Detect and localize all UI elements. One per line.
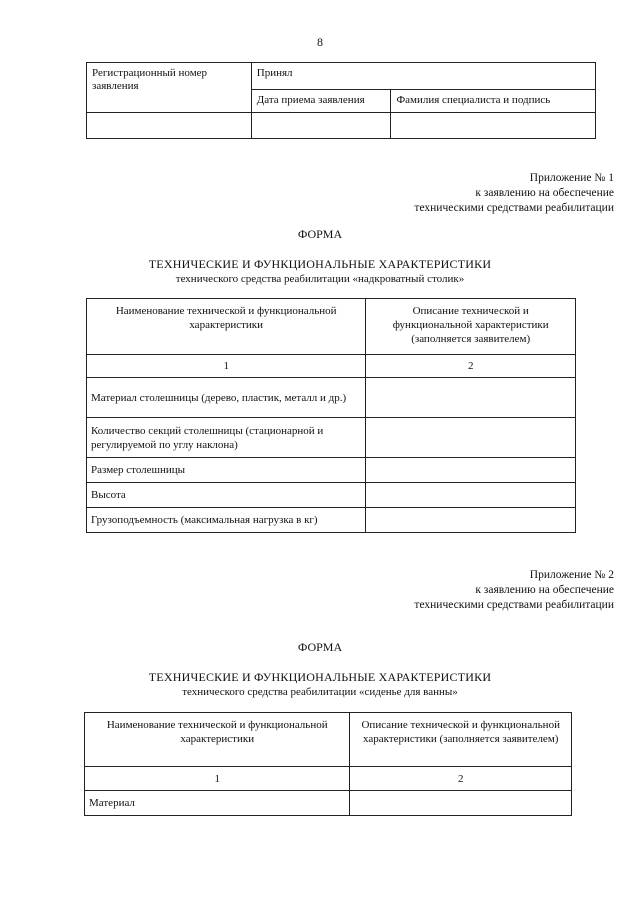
reg-number-cell[interactable]	[87, 113, 252, 139]
appendix2-line: к заявлению на обеспечение	[475, 584, 614, 596]
page-number: 8	[317, 35, 323, 49]
table-row-label: Материал	[85, 791, 350, 816]
specialist-cell[interactable]	[391, 113, 596, 139]
col1-number: 1	[87, 355, 366, 378]
appendix2-line: Приложение № 2	[529, 569, 614, 581]
table-row-label: Материал столешницы (дерево, пластик, металл и др.)	[87, 378, 366, 418]
date-label: Дата приема заявления	[251, 90, 391, 113]
appendix1-line: к заявлению на обеспечение	[475, 187, 614, 199]
table-row-value[interactable]	[350, 791, 572, 816]
table-row-label: Количество секций столешницы (стационарной и регулируемой по углу наклона)	[87, 418, 366, 458]
appendix2-title-block	[0, 670, 640, 700]
registration-table	[86, 62, 596, 139]
col2-header: Описание технической и функциональной характеристики (заполняется заявителем)	[366, 299, 576, 355]
accepted-label: Принял	[251, 63, 595, 90]
appendix1-line: Приложение № 1	[529, 172, 614, 184]
table-row-value[interactable]	[366, 483, 576, 508]
appendix1-table	[86, 298, 576, 533]
appendix1-subtitle: технического средства реабилитации «надкроватный столик»	[175, 273, 465, 285]
col1-number: 1	[85, 767, 350, 791]
col2-number: 2	[350, 767, 572, 791]
table-row-value[interactable]	[366, 508, 576, 533]
col2-header: Описание технической и функциональной характеристики (заполняется заявителем)	[350, 713, 572, 767]
table-row-value[interactable]	[366, 458, 576, 483]
col2-number: 2	[366, 355, 576, 378]
table-row-label: Грузоподъемность (максимальная нагрузка в кг)	[87, 508, 366, 533]
appendix2-table	[84, 712, 572, 816]
appendix2-subtitle: технического средства реабилитации «сиденье для ванны»	[182, 686, 458, 698]
appendix1-line: техническими средствами реабилитации	[414, 202, 614, 214]
date-cell[interactable]	[251, 113, 391, 139]
appendix1-caption	[414, 171, 614, 216]
col1-header: Наименование технической и функциональной характеристики	[85, 713, 350, 767]
appendix2-title: ТЕХНИЧЕСКИЕ И ФУНКЦИОНАЛЬНЫЕ ХАРАКТЕРИСТИКИ	[148, 670, 492, 684]
col1-header: Наименование технической и функциональной характеристики	[87, 299, 366, 355]
table-row-value[interactable]	[366, 418, 576, 458]
appendix1-title: ТЕХНИЧЕСКИЕ И ФУНКЦИОНАЛЬНЫЕ ХАРАКТЕРИСТИКИ	[148, 257, 492, 271]
appendix1-title-block	[0, 257, 640, 287]
appendix1-forma: ФОРМА	[297, 227, 343, 241]
appendix2-line: техническими средствами реабилитации	[414, 599, 614, 611]
appendix2-forma: ФОРМА	[297, 640, 343, 654]
table-row-label: Высота	[87, 483, 366, 508]
specialist-label: Фамилия специалиста и подпись	[391, 90, 596, 113]
table-row-value[interactable]	[366, 378, 576, 418]
appendix2-caption	[414, 568, 614, 613]
table-row-label: Размер столешницы	[87, 458, 366, 483]
reg-number-label: Регистрационный номер заявления	[87, 63, 252, 113]
